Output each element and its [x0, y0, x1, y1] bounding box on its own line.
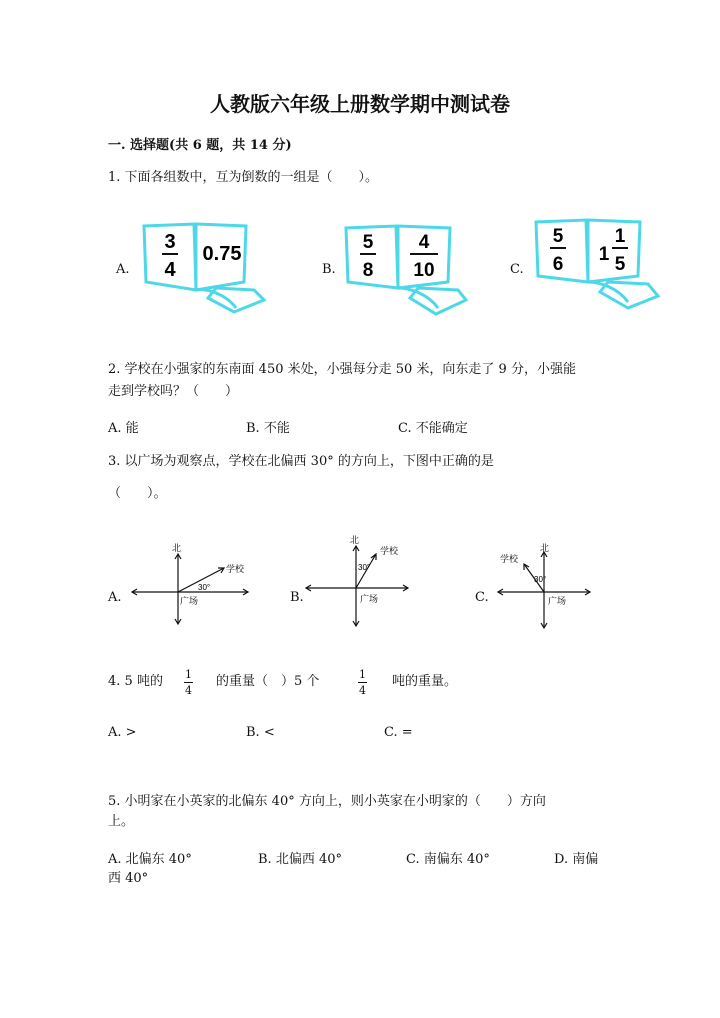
- q3-c-north: 北: [540, 543, 550, 553]
- q4-option-c[interactable]: C. =: [384, 725, 413, 740]
- q1-option-c-book-image[interactable]: [530, 216, 670, 316]
- q3-b-angle: 30°: [358, 563, 371, 572]
- q1-c-left-den: 6: [552, 254, 564, 275]
- q3-c-square: 广场: [548, 596, 567, 606]
- question-5-line-1: 5. 小明家在小英家的北偏东 40° 方向上，则小英家在小明家的（ ）方向: [108, 794, 546, 809]
- q2-option-c[interactable]: C. 不能确定: [398, 421, 468, 436]
- question-5-line-2: 上。: [108, 814, 135, 829]
- q5-option-c[interactable]: C. 南偏东 40°: [406, 852, 490, 867]
- question-2-line-2: 走到学校吗？（ ）: [108, 384, 239, 399]
- question-1-text: 1. 下面各组数中，互为倒数的一组是（ ）。: [108, 170, 379, 185]
- q3-c-school: 学校: [500, 554, 519, 564]
- q1-c-left-num: 5: [552, 226, 564, 247]
- q1-b-right-den: 10: [413, 260, 435, 281]
- q5-option-a[interactable]: A. 北偏东 40°: [108, 852, 192, 867]
- q3-option-b-diagram[interactable]: [300, 534, 430, 630]
- question-3-line-2: （ ）。: [108, 486, 167, 501]
- q2-option-a[interactable]: A. 能: [108, 421, 139, 436]
- q1-c-right-den: 5: [614, 254, 626, 275]
- q1-option-b-book-image[interactable]: [340, 222, 480, 322]
- q2-option-b[interactable]: B. 不能: [246, 421, 290, 436]
- q1-a-left-num: 3: [164, 231, 176, 253]
- q3-a-north: 北: [172, 543, 182, 553]
- q1-b-left-num: 5: [362, 232, 374, 253]
- q3-c-angle: 30°: [534, 575, 547, 584]
- q3-a-square: 广场: [180, 596, 199, 606]
- q5-option-d[interactable]: D. 南偏: [554, 852, 599, 867]
- q3-option-b-label[interactable]: B.: [290, 590, 304, 605]
- q1-a-left-den: 4: [164, 259, 176, 281]
- q3-option-a-label[interactable]: A.: [108, 590, 122, 605]
- q3-option-c-diagram[interactable]: [490, 540, 600, 632]
- q1-a-right: 0.75: [202, 243, 242, 265]
- q3-b-north: 北: [350, 535, 360, 545]
- q5-option-d-continued[interactable]: 西 40°: [108, 871, 149, 886]
- q1-c-right-num: 1: [614, 226, 626, 247]
- q4-option-b[interactable]: B. <: [246, 725, 275, 740]
- q3-b-square: 广场: [360, 594, 379, 604]
- q4-fraction-1: 1 4: [185, 668, 192, 697]
- q1-option-a-book-image[interactable]: [136, 218, 276, 318]
- question-4-part-1: 4. 5 吨的: [108, 674, 163, 689]
- q3-a-angle: 30°: [198, 583, 211, 592]
- q4-option-a[interactable]: A. >: [108, 725, 137, 740]
- q1-option-a-label[interactable]: A.: [116, 262, 130, 277]
- q1-option-c-label[interactable]: C.: [510, 262, 524, 277]
- q1-c-right-whole: 1: [598, 244, 610, 265]
- q3-option-a-diagram[interactable]: [128, 540, 258, 630]
- question-3-line-1: 3. 以广场为观察点，学校在北偏西 30° 的方向上，下图中正确的是: [108, 454, 494, 469]
- q3-option-c-label[interactable]: C.: [475, 590, 489, 605]
- q3-a-school: 学校: [226, 564, 245, 574]
- section-heading: 一. 选择题(共 6 题，共 14 分): [108, 138, 292, 153]
- q1-b-right-num: 4: [418, 232, 430, 253]
- q4-fraction-2: 1 4: [359, 668, 366, 697]
- q1-b-left-den: 8: [362, 260, 374, 281]
- q5-option-b[interactable]: B. 北偏西 40°: [258, 852, 342, 867]
- question-4-part-2: 的重量（ ）5 个: [216, 674, 320, 689]
- question-2-line-1: 2. 学校在小强家的东南面 450 米处，小强每分走 50 米，向东走了 9 分，小强能: [108, 362, 576, 377]
- q1-option-b-label[interactable]: B.: [322, 262, 336, 277]
- q3-b-school: 学校: [380, 546, 399, 556]
- page-title: 人教版六年级上册数学期中测试卷: [210, 92, 510, 116]
- question-4-part-3: 吨的重量。: [392, 674, 458, 689]
